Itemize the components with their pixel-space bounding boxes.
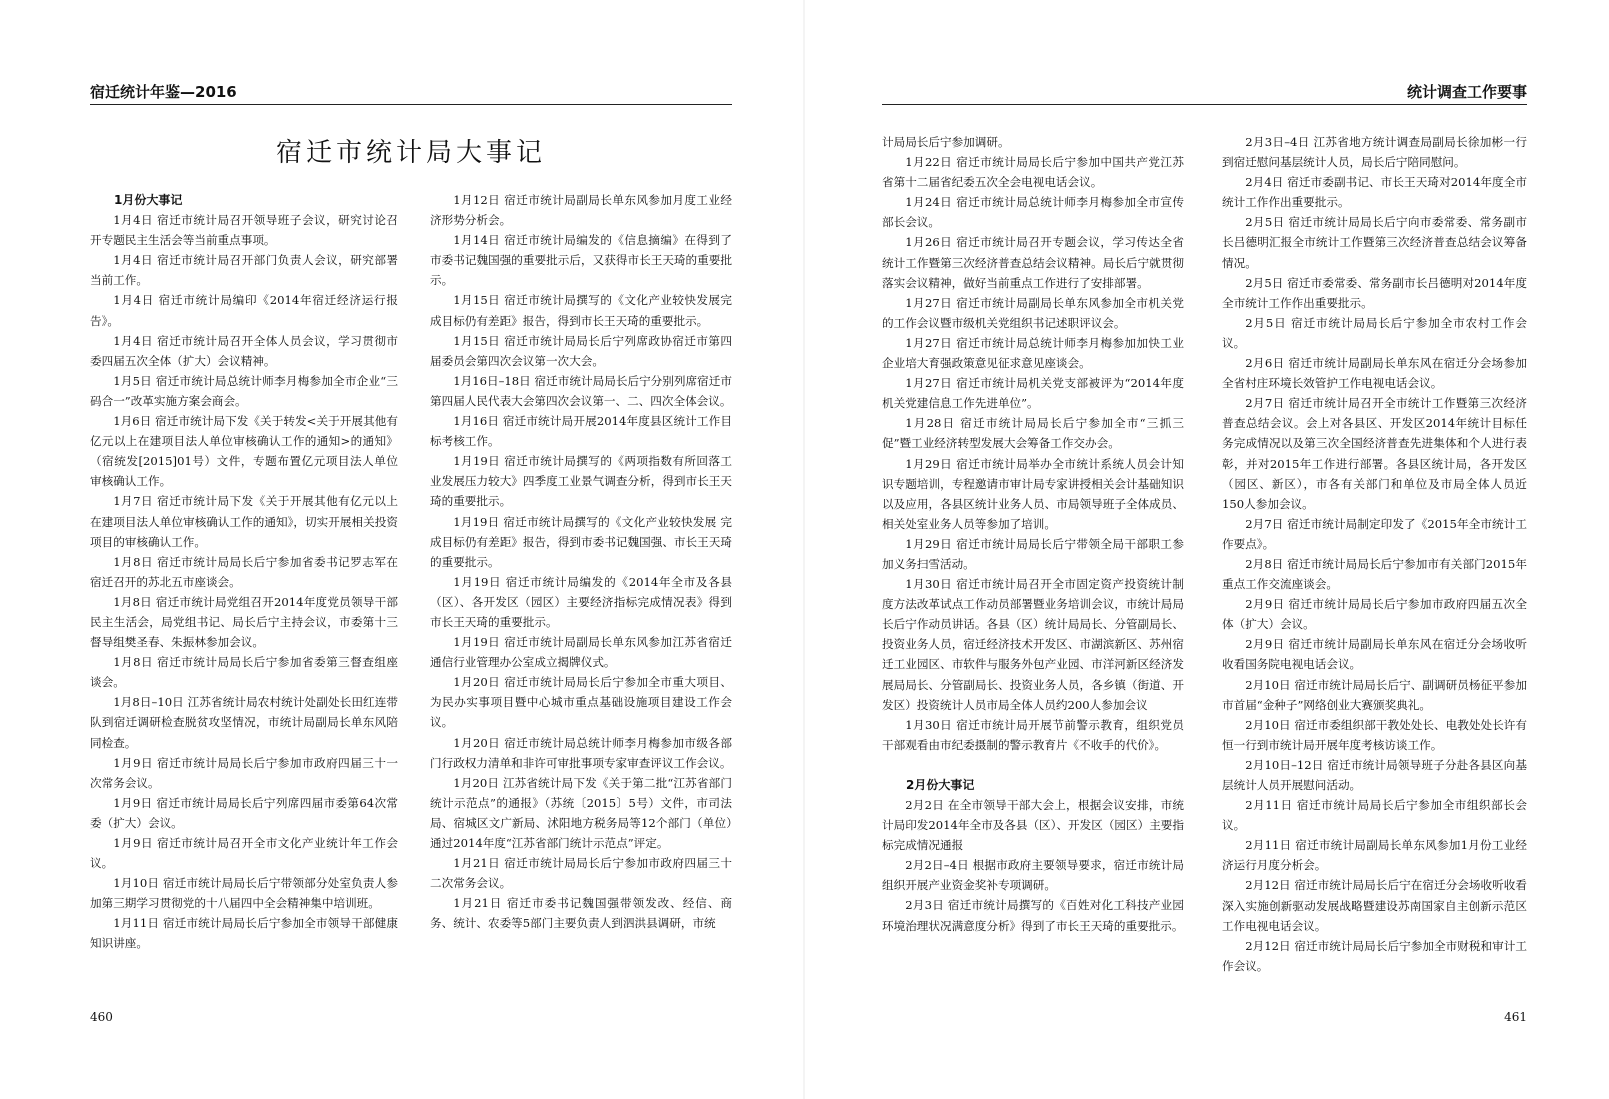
event-entry: 1月24日 宿迁市统计局总统计师李月梅参加全市宣传部长会议。 (882, 195, 1184, 230)
event-entry: 1月30日 宿迁市统计局开展节前警示教育，组织党员干部观看由市纪委摄制的警示教育片《不收手的代价》。 (882, 717, 1184, 752)
event-entry: 2月4日 宿迁市委副书记、市长王天琦对2014年度全市统计工作作出重要批示。 (1222, 175, 1527, 210)
event-entry: 2月3日 宿迁市统计局撰写的《百姓对化工科技产业园环境治理状况满意度分析》得到了市长王天琦的重要批示。 (882, 898, 1184, 933)
text-column (1222, 132, 1527, 976)
event-entry: 1月19日 宿迁市统计局副局长单东风参加江苏省宿迁通信行业管理办公室成立揭牌仪式。 (430, 635, 732, 670)
event-entry: 1月15日 宿迁市统计局局长后宁列席政协宿迁市第四届委员会第四次会议第一次大会。 (430, 333, 732, 368)
event-entry: 2月5日 宿迁市统计局局长后宁向市委常委、常务副市长吕德明汇报全市统计工作暨第三次经济普查总结会议筹备情况。 (1222, 215, 1527, 270)
event-entry: 1月27日 宿迁市统计局总统计师李月梅参加加快工业企业培大育强政策意见征求意见座谈会。 (882, 335, 1184, 371)
event-entry: 2月2日–4日 根据市政府主要领导要求，宿迁市统计局组织开展产业资金奖补专项调研。 (882, 858, 1184, 893)
event-entry: 1月8日–10日 江苏省统计局农村统计处副处长田红连带队到宿迁调研检查脱贫攻坚情况，市统计局副局长单东风陪同检查。 (90, 695, 398, 750)
event-entry: 1月15日 宿迁市统计局撰写的《文化产业较快发展完成目标仍有差距》报告，得到市长王天琦的重要批示。 (430, 293, 732, 328)
event-entry: 1月27日 宿迁市统计局副局长单东风参加全市机关党的工作会议暨市级机关党组织书记述职评议会。 (882, 295, 1184, 330)
event-entry: 1月8日 宿迁市统计局局长后宁参加省委第三督查组座谈会。 (90, 655, 398, 690)
text-column (882, 132, 1184, 936)
event-entry: 2月2日 在全市领导干部大会上，根据会议安排，市统计局印发2014年全市及各县（区）、开发区（园区）主要指标完成情况通报 (882, 798, 1184, 853)
event-entry: 1月14日 宿迁市统计局编发的《信息摘编》在得到了市委书记魏国强的重要批示后，又获得市长王天琦的重要批示。 (430, 233, 732, 288)
event-entry: 2月11日 宿迁市统计局局长后宁参加全市组织部长会议。 (1222, 798, 1527, 833)
right-page (805, 0, 1609, 1099)
event-entry: 1月16日 宿迁市统计局开展2014年度县区统计工作目标考核工作。 (430, 414, 732, 449)
event-entry: 1月4日 宿迁市统计局召开领导班子会议，研究讨论召开专题民主生活会等当前重点事项。 (90, 213, 398, 248)
event-entry: 1月27日 宿迁市统计局机关党支部被评为“2014年度机关党建信息工作先进单位”。 (882, 376, 1184, 411)
event-entry: 1月26日 宿迁市统计局召开专题会议，学习传达全省统计工作暨第三次经济普查总结会议精神。局长后宁就贯彻落实会议精神，做好当前重点工作进行了安排部署。 (882, 235, 1184, 290)
event-entry: 2月3日–4日 江苏省地方统计调查局副局长徐加彬一行到宿迁慰问基层统计人员，局长后宁陪同慰问。 (1222, 135, 1527, 170)
left-page (0, 0, 804, 1099)
event-entry: 1月22日 宿迁市统计局局长后宁参加中国共产党江苏省第十二届省纪委五次全会电视电话会议。 (882, 155, 1184, 190)
event-entry: 1月19日 宿迁市统计局编发的《2014年全市及各县（区）、各开发区（园区）主要经济指标完成情况表》得到市长王天琦的重要批示。 (430, 574, 732, 629)
event-entry: 2月11日 宿迁市统计局副局长单东风参加1月份工业经济运行月度分析会。 (1222, 838, 1527, 873)
event-entry: 1月8日 宿迁市统计局局长后宁参加省委书记罗志军在宿迁召开的苏北五市座谈会。 (90, 554, 398, 589)
event-entry: 1月10日 宿迁市统计局局长后宁带领部分处室负责人参加第三期学习贯彻党的十八届四中全会精神集中培训班。 (90, 876, 398, 911)
event-entry: 1月4日 宿迁市统计局召开部门负责人会议，研究部署当前工作。 (90, 253, 398, 288)
continued-text: 计局局长后宁参加调研。 (882, 135, 1010, 149)
event-entry: 2月10日–12日 宿迁市统计局领导班子分赴各县区向基层统计人员开展慰问活动。 (1222, 757, 1527, 792)
event-entry: 2月12日 宿迁市统计局局长后宁参加全市财税和审计工作会议。 (1222, 938, 1527, 973)
section-heading: 1月份大事记 (114, 193, 183, 207)
event-entry: 1月20日 江苏省统计局下发《关于第二批“江苏省部门统计示范点”的通报》（苏统〔2015〕5号）文件，市司法局、宿城区文广新局、沭阳地方税务局等12个部门（单位）通过2014年度“江苏省部门统计示范点”评定。 (430, 775, 732, 850)
event-entry: 2月8日 宿迁市统计局局长后宁参加市有关部门2015年重点工作交流座谈会。 (1222, 556, 1527, 592)
event-entry: 1月11日 宿迁市统计局局长后宁参加全市领导干部健康知识讲座。 (90, 916, 398, 951)
event-entry: 1月6日 宿迁市统计局下发《关于转发<关于开展其他有亿元以上在建项目法人单位审核确认工作的通知>的通知》（宿统发[2015]01号）文件，专题布置亿元项目法人单位审核确认工作。 (90, 414, 398, 489)
event-entry: 2月9日 宿迁市统计局副局长单东风在宿迁分会场收听收看国务院电视电话会议。 (1222, 637, 1527, 672)
event-entry: 1月19日 宿迁市统计局撰写的《文化产业较快发展 完成目标仍有差距》报告，得到市委书记魏国强、市长王天琦的重要批示。 (430, 514, 732, 569)
event-entry: 1月9日 宿迁市统计局局长后宁列席四届市委第64次常委（扩大）会议。 (90, 795, 398, 830)
event-entry: 2月7日 宿迁市统计局召开全市统计工作暨第三次经济普查总结会议。会上对各县区、开发区2014年统计目标任务完成情况以及第三次全国经济普查先进集体和个人进行表彰，并对2015年工作进行部署。各县区统计局，各开发区（园区、新区），市各有关部门和单位及市局全体人员近150人参加会议。 (1222, 396, 1527, 511)
page-number: 460 (90, 1010, 113, 1024)
running-header: 统计调查工作要事 (882, 82, 1527, 105)
page-title: 宿迁市统计局大事记 (275, 138, 546, 168)
event-entry: 2月5日 宿迁市委常委、常务副市长吕德明对2014年度全市统计工作作出重要批示。 (1222, 275, 1527, 310)
event-entry: 1月19日 宿迁市统计局撰写的《两项指数有所回落工业发展压力较大》四季度工业景气调查分析，得到市长王天琦的重要批示。 (430, 454, 732, 509)
event-entry: 1月9日 宿迁市统计局召开全市文化产业统计年工作会议。 (90, 836, 398, 871)
event-entry: 2月6日 宿迁市统计局副局长单东风在宿迁分会场参加全省村庄环境长效管护工作电视电话会议。 (1222, 356, 1527, 391)
event-entry: 2月10日 宿迁市统计局局长后宁、副调研员杨征平参加市首届“金种子”网络创业大赛颁奖典礼。 (1222, 677, 1527, 712)
event-entry: 1月30日 宿迁市统计局召开全市固定资产投资统计制度方法改革试点工作动员部署暨业务培训会议，市统计局局长后宁作动员讲话。各县（区）统计局局长、分管副局长、投资业务人员，宿迁经济技术开发区、市湖滨新区、苏州宿迁工业园区、市软件与服务外包产业园、市洋河新区经济发展局局长、分管副局长、投资业务人员，各乡镇（街道、开发区）投资统计人员市局全体人员约200人参加会议 (882, 577, 1184, 712)
event-entry: 2月7日 宿迁市统计局制定印发了《2015年全市统计工作要点》。 (1222, 516, 1527, 551)
event-entry: 1月4日 宿迁市统计局编印《2014年宿迁经济运行报告》。 (90, 293, 398, 328)
event-entry: 2月5日 宿迁市统计局局长后宁参加全市农村工作会议。 (1222, 315, 1527, 350)
event-entry: 1月29日 宿迁市统计局局长后宁带领全局干部职工参加义务扫雪活动。 (882, 536, 1184, 571)
event-entry: 1月9日 宿迁市统计局局长后宁参加市政府四届三十一次常务会议。 (90, 755, 398, 790)
event-entry: 1月21日 宿迁市统计局局长后宁参加市政府四届三十二次常务会议。 (430, 856, 732, 891)
running-header: 宿迁统计年鉴—2016 (90, 82, 732, 105)
event-entry: 1月5日 宿迁市统计局总统计师李月梅参加全市企业“三码合一”改革实施方案会商会。 (90, 373, 398, 408)
event-entry: 1月7日 宿迁市统计局下发《关于开展其他有亿元以上在建项目法人单位审核确认工作的通知》，切实开展相关投资项目的审核确认工作。 (90, 494, 398, 549)
text-column (90, 190, 398, 954)
event-entry: 1月29日 宿迁市统计局举办全市统计系统人员会计知识专题培训，专程邀请市审计局专家讲授相关会计基础知识以及应用，各县区统计业务人员、市局领导班子全体成员、相关处室业务人员等参加了培训。 (882, 456, 1184, 531)
event-entry: 1月20日 宿迁市统计局总统计师李月梅参加市级各部门行政权力清单和非许可审批事项专家审查评议工作会议。 (430, 735, 732, 770)
text-column (430, 190, 732, 933)
event-entry: 1月20日 宿迁市统计局局长后宁参加全市重大项目、为民办实事项目暨中心城市重点基础设施项目建设工作会议。 (430, 675, 732, 730)
event-entry: 2月12日 宿迁市统计局局长后宁在宿迁分会场收听收看深入实施创新驱动发展战略暨建设苏南国家自主创新示范区工作电视电话会议。 (1222, 878, 1527, 933)
event-entry: 1月28日 宿迁市统计局局长后宁参加全市“三抓三促”暨工业经济转型发展大会筹备工作交办会。 (882, 416, 1184, 451)
event-entry: 1月8日 宿迁市统计局党组召开2014年度党员领导干部民主生活会，局党组书记、局长后宁主持会议，市委第十三督导组樊圣春、朱振林参加会议。 (90, 594, 398, 650)
event-entry: 1月21日 宿迁市委书记魏国强带领发改、经信、商务、统计、农委等5部门主要负责人到泗洪县调研，市统 (430, 896, 732, 931)
section-heading: 2月份大事记 (906, 777, 975, 792)
event-entry: 1月12日 宿迁市统计局副局长单东风参加月度工业经济形势分析会。 (430, 193, 732, 228)
event-entry: 2月10日 宿迁市委组织部干教处处长、电教处处长许有恒一行到市统计局开展年度考核访谈工作。 (1222, 717, 1527, 752)
event-entry: 1月4日 宿迁市统计局召开全体人员会议，学习贯彻市委四届五次全体（扩大）会议精神。 (90, 333, 398, 368)
event-entry: 2月9日 宿迁市统计局局长后宁参加市政府四届五次全体（扩大）会议。 (1222, 597, 1527, 632)
event-entry: 1月16日–18日 宿迁市统计局局长后宁分别列席宿迁市第四届人民代表大会第四次会议第一、二、四次全体会议。 (430, 373, 732, 408)
page-number: 461 (1504, 1010, 1527, 1024)
